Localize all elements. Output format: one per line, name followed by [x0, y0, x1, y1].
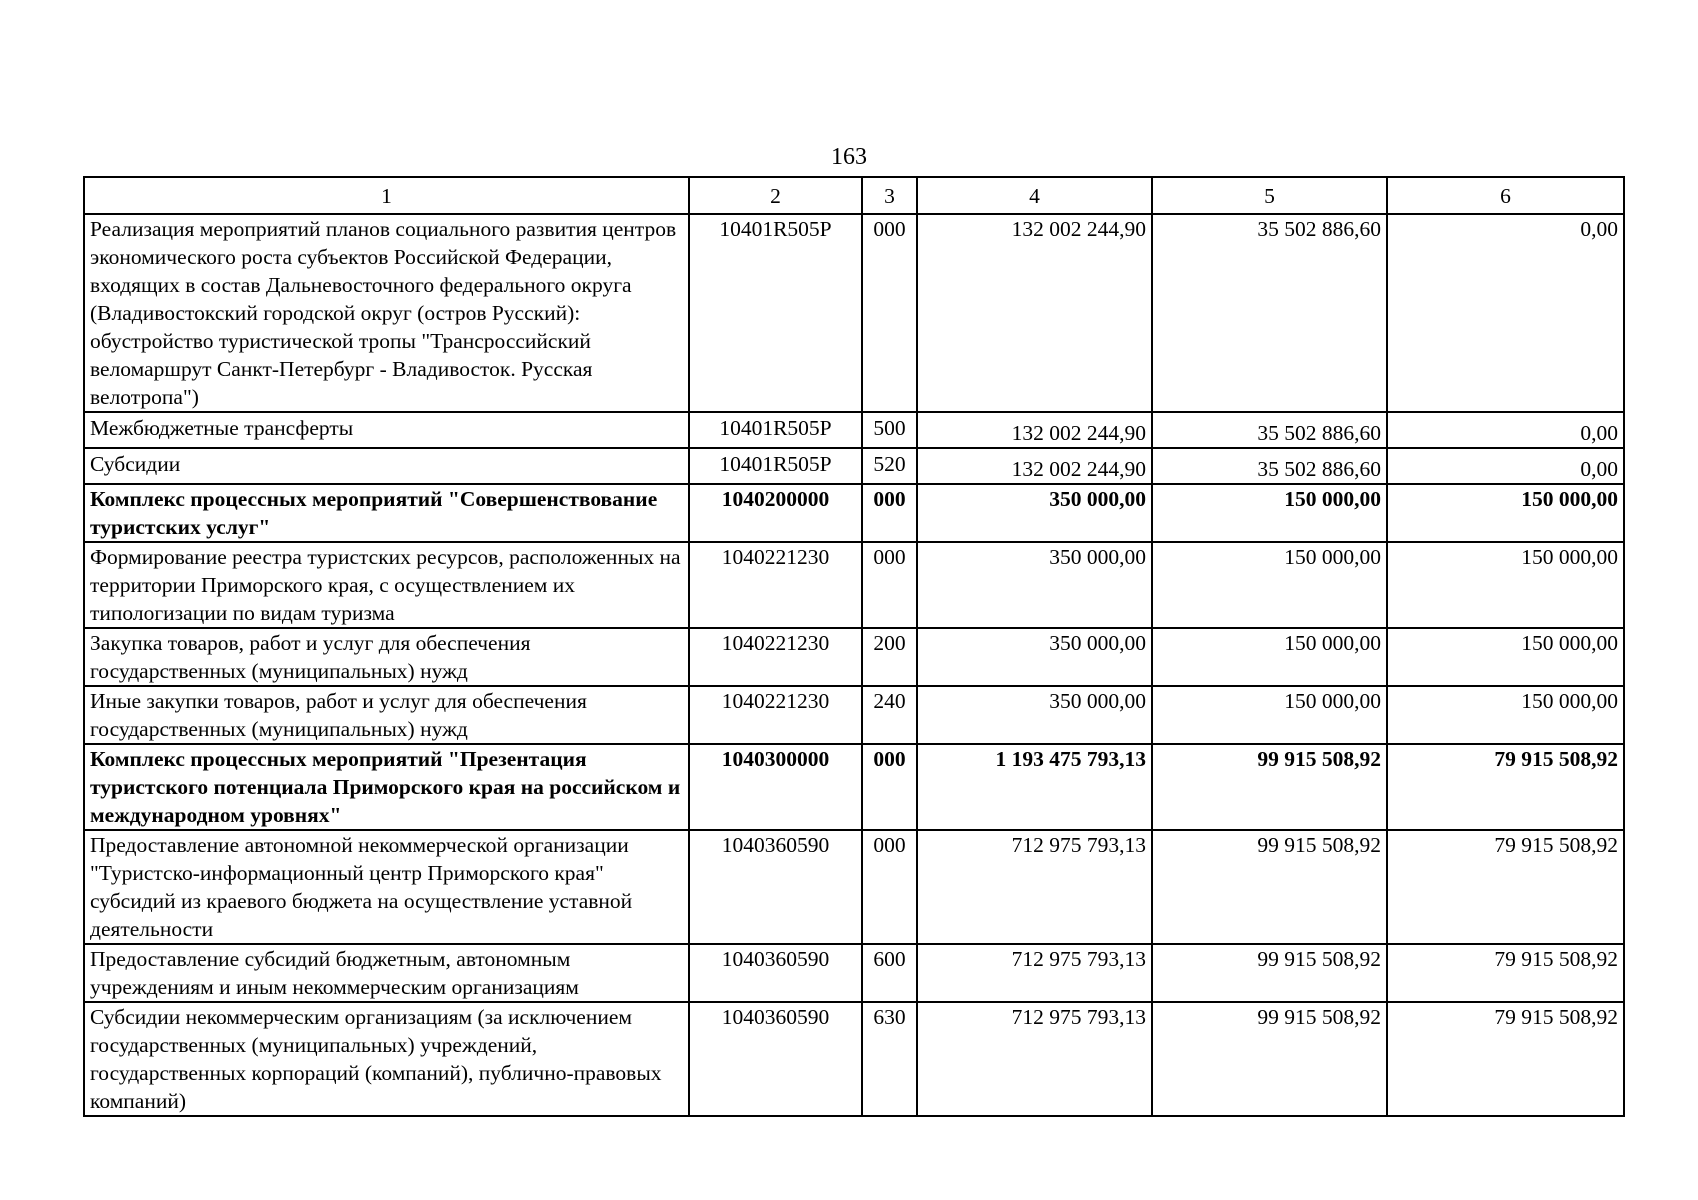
column-header-2: 2: [689, 177, 862, 214]
row-amount-col6: 0,00: [1387, 412, 1624, 448]
row-amount-col5: 99 915 508,92: [1152, 944, 1387, 1002]
row-target-code: 1040221230: [689, 686, 862, 744]
row-name: Субсидии: [84, 448, 689, 484]
row-amount-col4: 712 975 793,13: [917, 944, 1152, 1002]
row-amount-col5: 99 915 508,92: [1152, 1002, 1387, 1116]
table-row: [84, 744, 1624, 830]
row-target-code: 10401R505P: [689, 412, 862, 448]
row-target-code: 1040360590: [689, 1002, 862, 1116]
row-expense-type: 000: [862, 484, 917, 542]
table-row: [84, 484, 1624, 542]
row-amount-col6: 150 000,00: [1387, 686, 1624, 744]
row-amount-col5: 35 502 886,60: [1152, 412, 1387, 448]
row-amount-col4: 132 002 244,90: [917, 412, 1152, 448]
row-amount-col6: 79 915 508,92: [1387, 944, 1624, 1002]
row-expense-type: 000: [862, 744, 917, 830]
row-amount-col4: 350 000,00: [917, 686, 1152, 744]
row-target-code: 1040200000: [689, 484, 862, 542]
row-name: Межбюджетные трансферты: [84, 412, 689, 448]
row-amount-col5: 150 000,00: [1152, 542, 1387, 628]
row-amount-col5: 150 000,00: [1152, 686, 1387, 744]
row-amount-col4: 1 193 475 793,13: [917, 744, 1152, 830]
row-amount-col5: 99 915 508,92: [1152, 744, 1387, 830]
column-header-3: 3: [862, 177, 917, 214]
row-amount-col4: 350 000,00: [917, 542, 1152, 628]
row-target-code: 1040360590: [689, 830, 862, 944]
table-header-row: [84, 177, 1624, 214]
row-amount-col6: 150 000,00: [1387, 628, 1624, 686]
row-amount-col4: 132 002 244,90: [917, 214, 1152, 412]
column-header-1: 1: [84, 177, 689, 214]
column-header-5: 5: [1152, 177, 1387, 214]
table-row: [84, 830, 1624, 944]
column-header-4: 4: [917, 177, 1152, 214]
row-expense-type: 000: [862, 214, 917, 412]
row-amount-col6: 0,00: [1387, 448, 1624, 484]
row-target-code: 1040221230: [689, 628, 862, 686]
row-name: Реализация мероприятий планов социального развития центров экономического роста субъектов Российской Федерации, входящих в состав Дальневосточного федерального округа (Владивостокский городской округ (остров Русский): обустройство туристической тропы "Трансроссийский веломаршрут Санкт-Петербург - Владивосток. Русская велотропа"): [84, 214, 689, 412]
budget-table: [83, 176, 1625, 1117]
table-row: [84, 542, 1624, 628]
row-name: Предоставление автономной некоммерческой организации "Туристско-информационный центр Приморского края" субсидий из краевого бюджета на осуществление уставной деятельности: [84, 830, 689, 944]
row-target-code: 1040300000: [689, 744, 862, 830]
table-row: [84, 412, 1624, 448]
row-amount-col4: 350 000,00: [917, 484, 1152, 542]
page-number: 163: [831, 144, 867, 170]
row-expense-type: 000: [862, 830, 917, 944]
row-name: Иные закупки товаров, работ и услуг для обеспечения государственных (муниципальных) нужд: [84, 686, 689, 744]
row-amount-col5: 99 915 508,92: [1152, 830, 1387, 944]
table-row: [84, 686, 1624, 744]
row-amount-col4: 350 000,00: [917, 628, 1152, 686]
table-row: [84, 448, 1624, 484]
table-row: [84, 214, 1624, 412]
row-name: Комплекс процессных мероприятий "Презентация туристского потенциала Приморского края на российском и международном уровнях": [84, 744, 689, 830]
row-target-code: 10401R505P: [689, 448, 862, 484]
row-expense-type: 500: [862, 412, 917, 448]
row-name: Предоставление субсидий бюджетным, автономным учреждениям и иным некоммерческим организациям: [84, 944, 689, 1002]
table-row: [84, 1002, 1624, 1116]
row-name: Комплекс процессных мероприятий "Совершенствование туристских услуг": [84, 484, 689, 542]
row-amount-col5: 150 000,00: [1152, 484, 1387, 542]
row-amount-col4: 712 975 793,13: [917, 830, 1152, 944]
row-expense-type: 600: [862, 944, 917, 1002]
row-target-code: 1040360590: [689, 944, 862, 1002]
row-amount-col6: 0,00: [1387, 214, 1624, 412]
table-row: [84, 944, 1624, 1002]
row-expense-type: 000: [862, 542, 917, 628]
row-amount-col5: 150 000,00: [1152, 628, 1387, 686]
row-amount-col4: 132 002 244,90: [917, 448, 1152, 484]
row-amount-col5: 35 502 886,60: [1152, 214, 1387, 412]
row-expense-type: 200: [862, 628, 917, 686]
row-amount-col6: 79 915 508,92: [1387, 1002, 1624, 1116]
table-row: [84, 628, 1624, 686]
column-header-6: 6: [1387, 177, 1624, 214]
row-name: Формирование реестра туристских ресурсов, расположенных на территории Приморского края, с осуществлением их типологизации по видам туризма: [84, 542, 689, 628]
row-expense-type: 520: [862, 448, 917, 484]
row-amount-col6: 150 000,00: [1387, 484, 1624, 542]
row-amount-col5: 35 502 886,60: [1152, 448, 1387, 484]
row-name: Закупка товаров, работ и услуг для обеспечения государственных (муниципальных) нужд: [84, 628, 689, 686]
row-expense-type: 630: [862, 1002, 917, 1116]
row-expense-type: 240: [862, 686, 917, 744]
row-amount-col6: 150 000,00: [1387, 542, 1624, 628]
row-amount-col6: 79 915 508,92: [1387, 830, 1624, 944]
row-amount-col6: 79 915 508,92: [1387, 744, 1624, 830]
row-target-code: 1040221230: [689, 542, 862, 628]
row-target-code: 10401R505P: [689, 214, 862, 412]
row-name: Субсидии некоммерческим организациям (за исключением государственных (муниципальных) учреждений, государственных корпораций (компаний), публично-правовых компаний): [84, 1002, 689, 1116]
row-amount-col4: 712 975 793,13: [917, 1002, 1152, 1116]
